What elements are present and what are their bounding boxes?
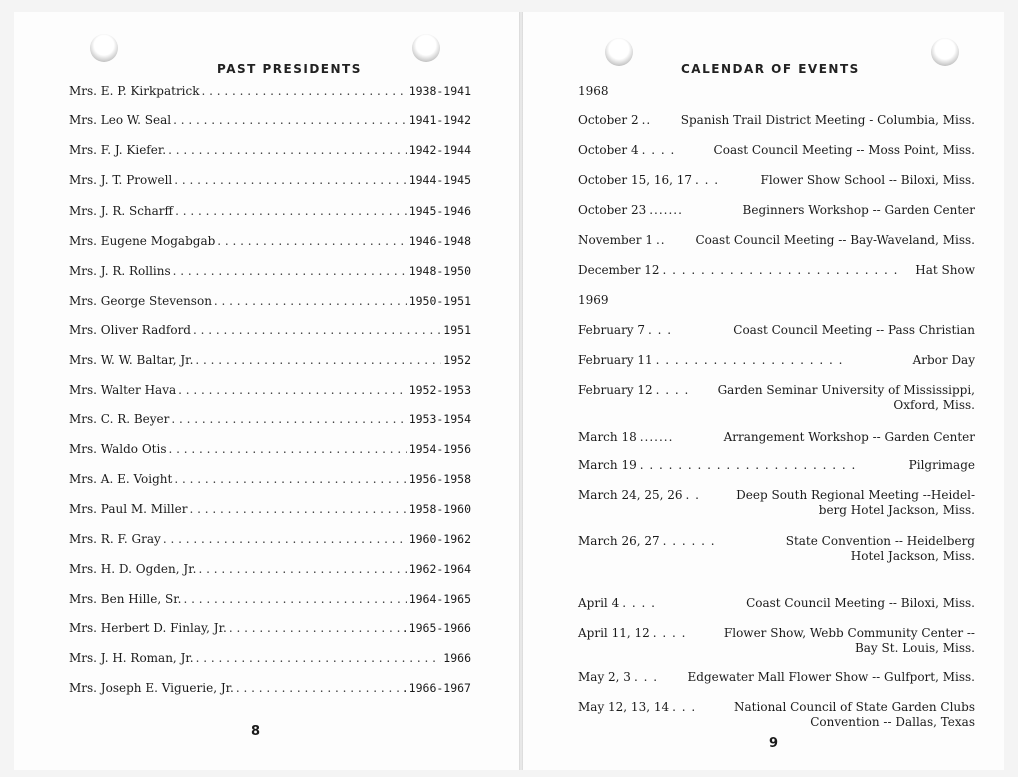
- dot-leader: . .: [685, 488, 700, 502]
- president-row: [69, 84, 471, 98]
- year-heading: 1969: [578, 293, 609, 307]
- event-description: Pilgrimage: [908, 458, 975, 472]
- calendar-event: [578, 458, 975, 473]
- president-term-years: 1962-1964: [408, 562, 471, 576]
- president-term-years: 1944-1945: [408, 173, 471, 187]
- president-term-years: 1952: [443, 353, 471, 367]
- event-description: Spanish Trail District Meeting - Columbia, Miss.: [680, 113, 975, 127]
- event-description: Hat Show: [915, 263, 975, 277]
- dot-leader: . . . .: [622, 596, 656, 610]
- event-date: October 4: [578, 143, 639, 157]
- president-name: Mrs. George Stevenson: [69, 294, 212, 308]
- dot-leader: [183, 592, 406, 606]
- president-term-years: 1964-1965: [408, 592, 471, 606]
- president-name: Mrs. F. J. Kiefer.: [69, 143, 167, 157]
- event-description: Flower Show, Webb Community Center --: [723, 626, 975, 640]
- event-date: April 11, 12: [578, 626, 650, 640]
- dot-leader: [198, 562, 406, 576]
- president-name: Mrs. Paul M. Miller: [69, 502, 188, 516]
- president-name: Mrs. R. F. Gray: [69, 532, 161, 546]
- binder-hole-icon: [931, 38, 959, 66]
- president-name: Mrs. W. W. Baltar, Jr.: [69, 353, 194, 367]
- dot-leader: [217, 234, 406, 248]
- dot-leader: [202, 84, 407, 98]
- dot-leader: [168, 143, 407, 157]
- president-term-years: 1966: [443, 651, 471, 665]
- president-term-years: 1954-1956: [408, 442, 471, 456]
- president-row: [69, 264, 471, 278]
- binder-hole-icon: [412, 34, 440, 62]
- event-description: Coast Council Meeting -- Moss Point, Miss.: [713, 143, 975, 157]
- dot-leader: . . . . . . . . . . . . . . . . . . . . . . .: [639, 458, 857, 472]
- president-term-years: .1965-1966: [401, 621, 471, 635]
- president-row: [69, 592, 471, 606]
- calendar-event: [578, 113, 975, 128]
- calendar-event: [578, 534, 975, 564]
- president-term-years: 1946-1948: [408, 234, 471, 248]
- event-date: March 24, 25, 26: [578, 488, 683, 502]
- dot-leader: [174, 173, 406, 187]
- president-row: [69, 412, 471, 426]
- president-term-years: 1953-1954: [408, 412, 471, 426]
- president-row: [69, 562, 471, 576]
- president-row: [69, 323, 471, 337]
- dot-leader: [175, 204, 407, 218]
- event-description: National Council of State Garden Clubs: [734, 700, 975, 714]
- dot-leader: [171, 412, 406, 426]
- event-date: October 2: [578, 113, 639, 127]
- event-description: Deep South Regional Meeting --Heidel-: [736, 488, 975, 502]
- page-title: PAST PRESIDENTS: [217, 62, 362, 76]
- dot-leader: . . .: [633, 670, 659, 684]
- dot-leader: . . . . . . . . . . . . . . . . . . . .: [655, 353, 844, 367]
- dot-leader: [195, 353, 441, 367]
- binder-hole-icon: [605, 38, 633, 66]
- event-date: May 2, 3: [578, 670, 631, 684]
- president-term-years: 1941-1942: [408, 113, 471, 127]
- event-date: March 19: [578, 458, 637, 472]
- calendar-event: [578, 263, 975, 278]
- event-date: May 12, 13, 14: [578, 700, 670, 714]
- dot-leader: . . . . . .: [662, 534, 716, 548]
- president-row: [69, 472, 471, 486]
- page-title: CALENDAR OF EVENTS: [681, 62, 860, 76]
- event-description: Coast Council Meeting -- Bay-Waveland, Miss.: [695, 233, 975, 247]
- calendar-event: [578, 670, 975, 685]
- event-date: March 18: [578, 430, 637, 444]
- dot-leader: . . .: [648, 323, 673, 337]
- page-number: 8: [251, 724, 261, 739]
- dot-leader: . . .: [672, 700, 697, 714]
- president-row: [69, 532, 471, 546]
- calendar-event: [578, 233, 975, 248]
- dot-leader: [163, 532, 407, 546]
- calendar-event: [578, 203, 975, 218]
- dot-leader: . . . .: [641, 143, 676, 157]
- president-term-years: 1945-1946: [408, 204, 471, 218]
- president-name: Mrs. E. P. Kirkpatrick: [69, 84, 200, 98]
- president-term-years: 1958-1960: [408, 502, 471, 516]
- president-row: [69, 353, 471, 367]
- president-name: Mrs. Eugene Mogabgab: [69, 234, 216, 248]
- president-term-years: 1960-1962: [408, 532, 471, 546]
- calendar-event: [578, 430, 975, 445]
- dot-leader: ..: [641, 113, 652, 127]
- dot-leader: . . . .: [652, 626, 687, 640]
- dot-leader: [196, 651, 442, 665]
- dot-leader: . . . . . . . . . . . . . . . . . . . . . . . . .: [662, 263, 899, 277]
- president-term-years: 1942-1944: [408, 143, 471, 157]
- event-description-continued: berg Hotel Jackson, Miss.: [818, 503, 975, 517]
- dot-leader: [168, 442, 406, 456]
- president-row: [69, 681, 471, 695]
- dot-leader: . . .: [695, 173, 720, 187]
- president-name: Mrs. Waldo Otis: [69, 442, 167, 456]
- president-row: [69, 173, 471, 187]
- president-name: Mrs. Ben Hille, Sr.: [69, 592, 182, 606]
- dot-leader: [178, 383, 407, 397]
- event-date: October 23: [578, 203, 647, 217]
- president-term-years: 1951: [443, 323, 471, 337]
- event-description: Coast Council Meeting -- Pass Christian: [733, 323, 975, 337]
- dot-leader: [236, 681, 400, 695]
- president-term-years: 1948-1950: [408, 264, 471, 278]
- event-date: February 11: [578, 353, 653, 367]
- president-term-years: 1956-1958: [408, 472, 471, 486]
- event-date: October 15, 16, 17: [578, 173, 693, 187]
- calendar-event: [578, 323, 975, 338]
- event-description: State Convention -- Heidelberg: [785, 534, 975, 548]
- president-row: [69, 113, 471, 127]
- event-description: Coast Council Meeting -- Biloxi, Miss.: [746, 596, 975, 610]
- president-term-years: 1952-1953: [408, 383, 471, 397]
- dot-leader: [193, 323, 441, 337]
- president-name: Mrs. C. R. Beyer: [69, 412, 170, 426]
- president-row: [69, 143, 471, 157]
- president-name: Mrs. Herbert D. Finlay, Jr.: [69, 621, 227, 635]
- year-heading: 1968: [578, 84, 609, 98]
- event-description: Arrangement Workshop -- Garden Center: [723, 430, 975, 444]
- event-date: March 26, 27: [578, 534, 660, 548]
- event-description-continued: Bay St. Louis, Miss.: [854, 641, 975, 655]
- event-description: Flower Show School -- Biloxi, Miss.: [760, 173, 975, 187]
- calendar-event: [578, 173, 975, 188]
- president-name: Mrs. Leo W. Seal: [69, 113, 172, 127]
- dot-leader: [214, 294, 407, 308]
- president-row: [69, 294, 471, 308]
- dot-leader: [173, 264, 407, 278]
- calendar-event: [578, 353, 975, 368]
- president-row: [69, 502, 471, 516]
- president-row: [69, 383, 471, 397]
- president-name: Mrs. J. T. Prowell: [69, 173, 173, 187]
- dot-leader: [189, 502, 406, 516]
- president-name: Mrs. J. H. Roman, Jr.: [69, 651, 194, 665]
- dot-leader: [229, 621, 400, 635]
- event-description-continued: Hotel Jackson, Miss.: [850, 549, 975, 563]
- president-name: Mrs. Oliver Radford: [69, 323, 191, 337]
- dot-leader: . . . .: [655, 383, 690, 397]
- dot-leader: .......: [639, 430, 674, 444]
- event-date: November 1: [578, 233, 653, 247]
- president-name: Mrs. A. E. Voight: [69, 472, 173, 486]
- president-row: [69, 442, 471, 456]
- president-term-years: 1950-1951: [408, 294, 471, 308]
- calendar-event: [578, 488, 975, 518]
- president-term-years: .1966-1967: [401, 681, 471, 695]
- president-name: Mrs. Joseph E. Viguerie, Jr.: [69, 681, 234, 695]
- binder-hole-icon: [90, 34, 118, 62]
- event-description: Garden Seminar University of Mississippi,: [717, 383, 975, 397]
- calendar-event: [578, 143, 975, 158]
- calendar-event: [578, 383, 975, 413]
- dot-leader: [174, 472, 406, 486]
- event-date: December 12: [578, 263, 660, 277]
- dot-leader: .......: [649, 203, 683, 217]
- page-number: 9: [769, 736, 779, 751]
- president-row: [69, 204, 471, 218]
- event-description-continued: Oxford, Miss.: [893, 398, 975, 412]
- president-row: [69, 651, 471, 665]
- event-description: Arbor Day: [912, 353, 975, 367]
- event-date: February 7: [578, 323, 646, 337]
- dot-leader: [173, 113, 407, 127]
- left-page: [14, 12, 519, 770]
- president-name: Mrs. J. R. Rollins: [69, 264, 171, 278]
- dot-leader: ..: [655, 233, 666, 247]
- calendar-event: [578, 626, 975, 656]
- president-name: Mrs. H. D. Ogden, Jr.: [69, 562, 197, 576]
- event-date: February 12: [578, 383, 653, 397]
- president-row: [69, 621, 471, 635]
- event-description: Edgewater Mall Flower Show -- Gulfport, Miss.: [687, 670, 975, 684]
- right-page: [523, 12, 1004, 770]
- president-row: [69, 234, 471, 248]
- event-date: April 4: [578, 596, 620, 610]
- calendar-event: [578, 700, 975, 730]
- president-term-years: 1938-1941: [408, 84, 471, 98]
- event-description: Beginners Workshop -- Garden Center: [742, 203, 975, 217]
- president-name: Mrs. Walter Hava: [69, 383, 177, 397]
- event-description-continued: Convention -- Dallas, Texas: [810, 715, 975, 729]
- president-name: Mrs. J. R. Scharff: [69, 204, 174, 218]
- calendar-event: [578, 596, 975, 611]
